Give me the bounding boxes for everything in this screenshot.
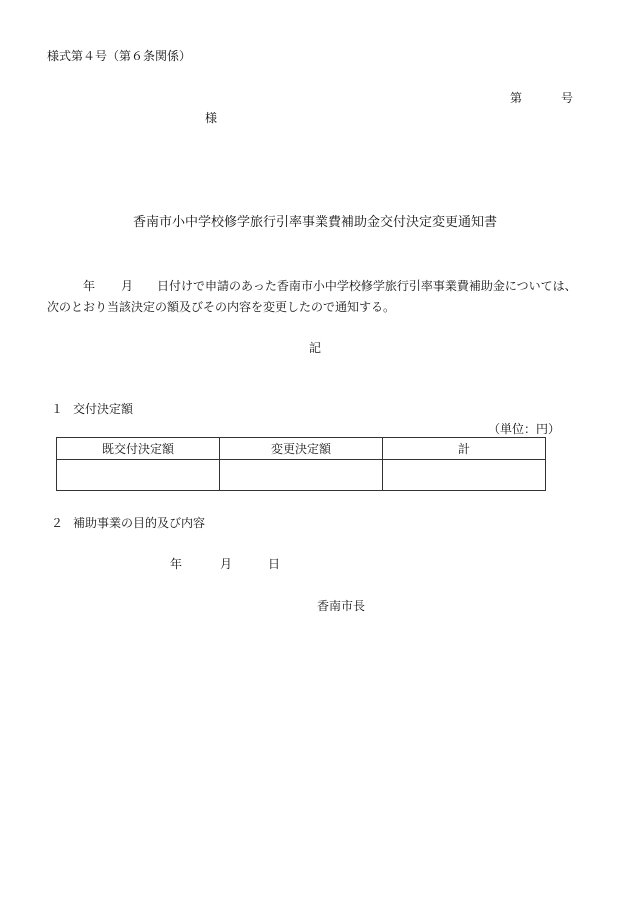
body-text-line-1: 日付けで申請のあった香南市小中学校修学旅行引率事業費補助金については、 [157, 279, 577, 293]
grant-amount-table [56, 437, 546, 491]
date-year-label: 年 [170, 557, 183, 571]
header-previous-amount: 既交付決定額 [57, 438, 220, 460]
body-year-label: 年 [83, 279, 96, 293]
unit-label: （単位：円） [488, 422, 561, 436]
header-changed-amount: 変更決定額 [220, 438, 383, 460]
issuer-name: 香南市長 [317, 599, 366, 613]
form-number: 様式第４号（第６条関係） [47, 49, 192, 63]
document-number-suffix: 号 [561, 91, 574, 105]
cell-previous-amount [57, 460, 220, 491]
section-2-number: ２ [51, 516, 64, 530]
table-row [57, 460, 546, 491]
ki-heading: 記 [308, 341, 321, 355]
body-month-label: 月 [121, 279, 134, 293]
addressee-honorific: 様 [205, 111, 218, 125]
section-2-title: 補助事業の目的及び内容 [73, 516, 206, 530]
body-line-1 [47, 280, 577, 292]
cell-total [383, 460, 546, 491]
date-day-label: 日 [268, 557, 281, 571]
date-month-label: 月 [220, 557, 233, 571]
section-1-title: 交付決定額 [73, 402, 134, 416]
document-number-prefix: 第 [510, 91, 523, 105]
cell-changed-amount [220, 460, 383, 491]
body-line-2: 次のとおり当該決定の額及びその内容を変更したので通知する。 [47, 300, 396, 314]
notice-title: 香南市小中学校修学旅行引率事業費補助金交付決定変更通知書 [132, 215, 497, 230]
table-header-row [57, 438, 546, 460]
header-total: 計 [383, 438, 546, 460]
section-1-number: １ [51, 402, 64, 416]
